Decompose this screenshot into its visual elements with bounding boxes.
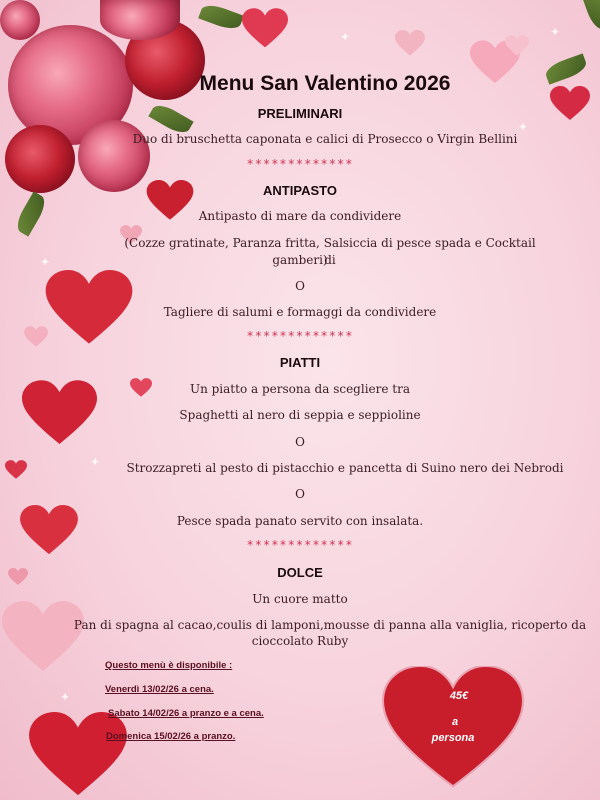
menu-title: Menu San Valentino 2026 [199,72,451,95]
menu-item-or: O [295,487,305,501]
availability-date: Domenica 15/02/26 a pranzo. [106,731,236,742]
section-heading-preliminari: PRELIMINARI [257,106,343,121]
availability-date: Venerdì 13/02/26 a cena. [105,684,214,695]
separator: ************* [246,538,354,552]
menu-item: Pan di spagna al cacao,coulis di lamponi,mousse di panna alla vaniglia, ricoperto da [73,618,587,632]
menu-item: Tagliere di salumi e formaggi da condividere [163,305,437,319]
menu-item-or: O [295,279,305,293]
sparkle-decoration: ✦ [518,120,529,134]
menu-item-or: O [295,435,305,449]
sparkle-decoration: ✦ [60,690,71,704]
price-amount: 45€ [449,690,469,702]
price-line: persona [431,732,475,744]
availability-date: Sabato 14/02/26 a pranzo e a cena. [108,708,264,719]
price-line: a [451,716,459,728]
sparkle-decoration: ✦ [40,255,51,269]
sparkle-decoration: ✦ [90,455,101,469]
menu-item: Un cuore matto [252,592,348,606]
menu-item: Duo di bruschetta caponata e calici di Prosecco o Virgin Bellini [132,132,518,146]
menu-item: Spaghetti al nero di seppia e seppioline [179,408,421,422]
menu-item: Pesce spada panato servito con insalata. [176,514,424,528]
menu-item: Antipasto di mare da condividere [198,209,402,223]
menu-item: gamberi) [272,253,328,267]
section-heading-antipasto: ANTIPASTO [263,183,337,198]
availability-heading: Questo menù è disponibile : [105,660,233,671]
separator: ************* [246,157,354,171]
section-heading-piatti: PIATTI [279,355,321,370]
menu-item: (Cozze gratinate, Paranza fritta, Salsiccia di pesce spada e Cocktail di [124,236,536,267]
menu-item: cioccolato Ruby [251,634,349,648]
separator: ************* [246,329,354,343]
menu-item: Un piatto a persona da scegliere tra [189,382,411,396]
section-heading-dolce: DOLCE [277,565,323,580]
sparkle-decoration: ✦ [550,25,561,39]
menu-item: Strozzapreti al pesto di pistacchio e pancetta di Suino nero dei Nebrodi [126,461,564,475]
price-heart-icon [380,666,526,792]
sparkle-decoration: ✦ [340,30,351,44]
